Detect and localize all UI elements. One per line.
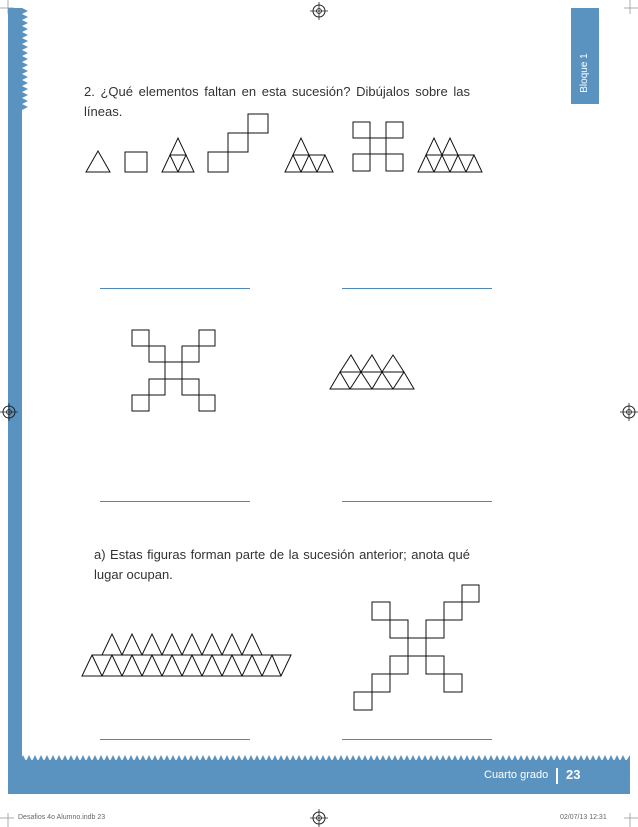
figure-nine-triangles [330,355,414,389]
figure-6-squares [353,122,403,171]
question-2a: a) Estas figuras forman parte de la sucesión anterior; anota qué lugar ocupan. [94,547,470,582]
figure-2-square [125,152,147,172]
figure-5-triangles [285,138,333,172]
figure-4-squares [208,114,268,172]
figure-7-triangles [418,138,482,172]
slug-right: 02/07/13 12:31 [560,814,607,821]
question-2: 2. ¿Qué elementos faltan en esta sucesión? Dibújalos sobre las líneas. [84,84,470,119]
answer-line-4[interactable] [342,501,492,502]
figure-x-nine-squares [132,330,215,411]
bloque-tab-label: Bloque 1 [579,53,590,93]
answer-line-6[interactable] [342,739,492,740]
slug-left: Desafios 4o Alumno.indb 23 [18,814,106,821]
answer-line-2[interactable] [342,288,492,289]
footer-grade: Cuarto grado [484,769,549,781]
answer-line-3[interactable] [100,501,250,502]
answer-line-5[interactable] [100,739,250,740]
figure-large-x-squares [354,585,479,710]
figure-long-triangle-strip [82,634,291,676]
answer-line-1[interactable] [100,288,250,289]
figure-3-triangles [162,138,194,172]
page-number: 23 [566,767,581,782]
footer-separator [556,768,558,784]
figure-1-triangle [86,151,110,172]
